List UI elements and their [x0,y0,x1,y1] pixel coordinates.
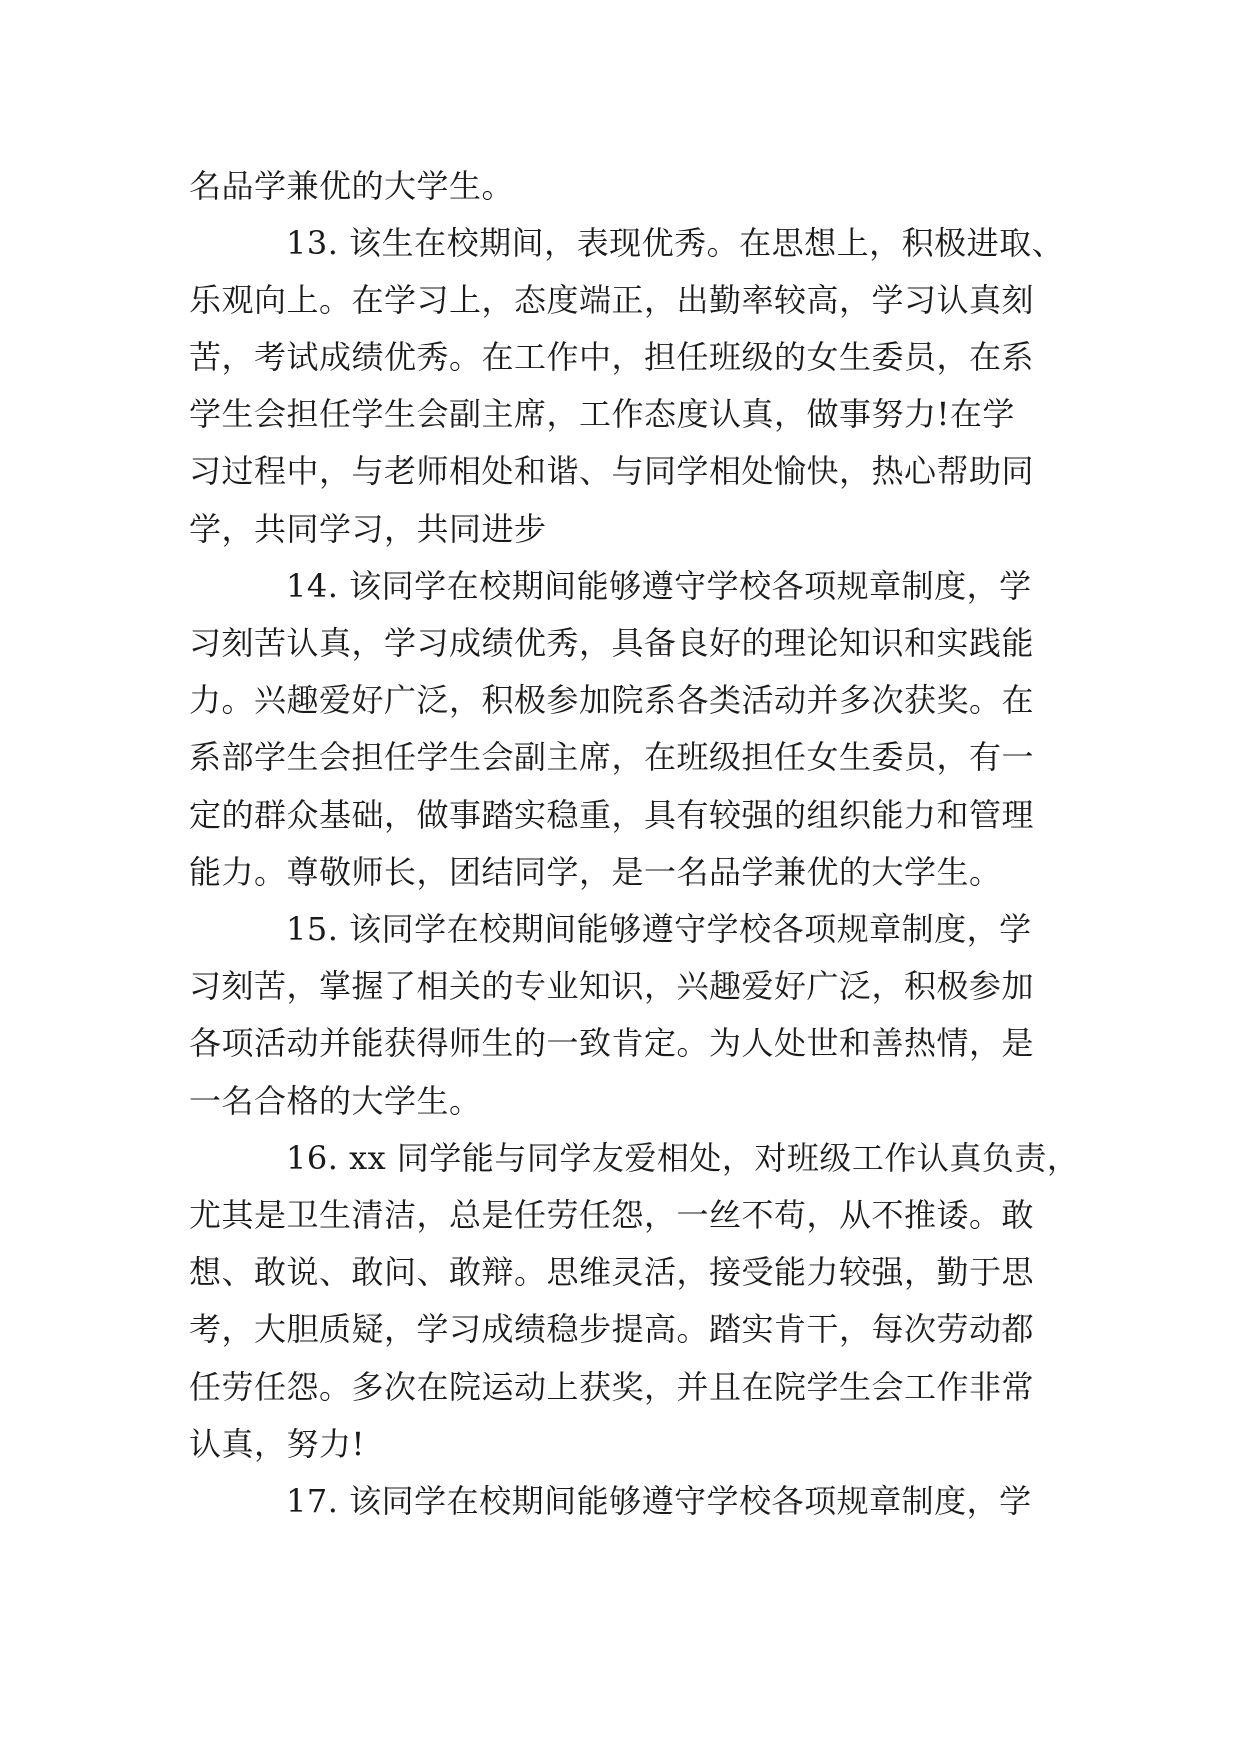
text-line: 一名合格的大学生。 [189,1082,482,1120]
text-line: 考，大胆质疑，学习成绩稳步提高。踏实肯干，每次劳动都 [189,1310,1035,1348]
text-line: 学，共同学习，共同进步 [189,510,547,548]
text-line: 学生会担任学生会副主席，工作态度认真，做事努力!在学 [189,395,1015,433]
text-line: 系部学生会担任学生会副主席，在班级担任女生委员，有一 [189,738,1035,776]
text-line: 定的群众基础，做事踏实稳重，具有较强的组织能力和管理 [189,796,1035,834]
text-line: 认真，努力! [189,1425,365,1463]
paragraph-14-start: 14. 该同学在校期间能够遵守学校各项规章制度，学 [286,567,1032,605]
paragraph-16-start: 16. xx 同学能与同学友爱相处，对班级工作认真负责， [286,1139,1080,1177]
text-line: 尤其是卫生清洁，总是任劳任怨，一丝不苟，从不推诿。敢 [189,1196,1035,1234]
text-line: 苦，考试成绩优秀。在工作中，担任班级的女生委员，在系 [189,338,1035,376]
text-line: 习过程中，与老师相处和谐、与同学相处愉快，热心帮助同 [189,452,1035,490]
text-line: 习刻苦，掌握了相关的专业知识，兴趣爱好广泛，积极参加 [189,967,1035,1005]
text-line: 名品学兼优的大学生。 [189,167,515,205]
paragraph-13-start: 13. 该生在校期间，表现优秀。在思想上，积极进取、 [286,224,1065,262]
text-line: 想、敢说、敢问、敢辩。思维灵活，接受能力较强，勤于思 [189,1253,1035,1291]
text-line: 各项活动并能获得师生的一致肯定。为人处世和善热情，是 [189,1024,1035,1062]
paragraph-17-start: 17. 该同学在校期间能够遵守学校各项规章制度，学 [286,1482,1032,1520]
text-line: 能力。尊敬师长，团结同学，是一名品学兼优的大学生。 [189,853,1002,891]
text-line: 力。兴趣爱好广泛，积极参加院系各类活动并多次获奖。在 [189,681,1035,719]
text-line: 习刻苦认真，学习成绩优秀，具备良好的理论知识和实践能 [189,624,1035,662]
text-line: 乐观向上。在学习上，态度端正，出勤率较高，学习认真刻 [189,281,1035,319]
paragraph-15-start: 15. 该同学在校期间能够遵守学校各项规章制度，学 [286,910,1032,948]
text-line: 任劳任怨。多次在院运动上获奖，并且在院学生会工作非常 [189,1368,1035,1406]
